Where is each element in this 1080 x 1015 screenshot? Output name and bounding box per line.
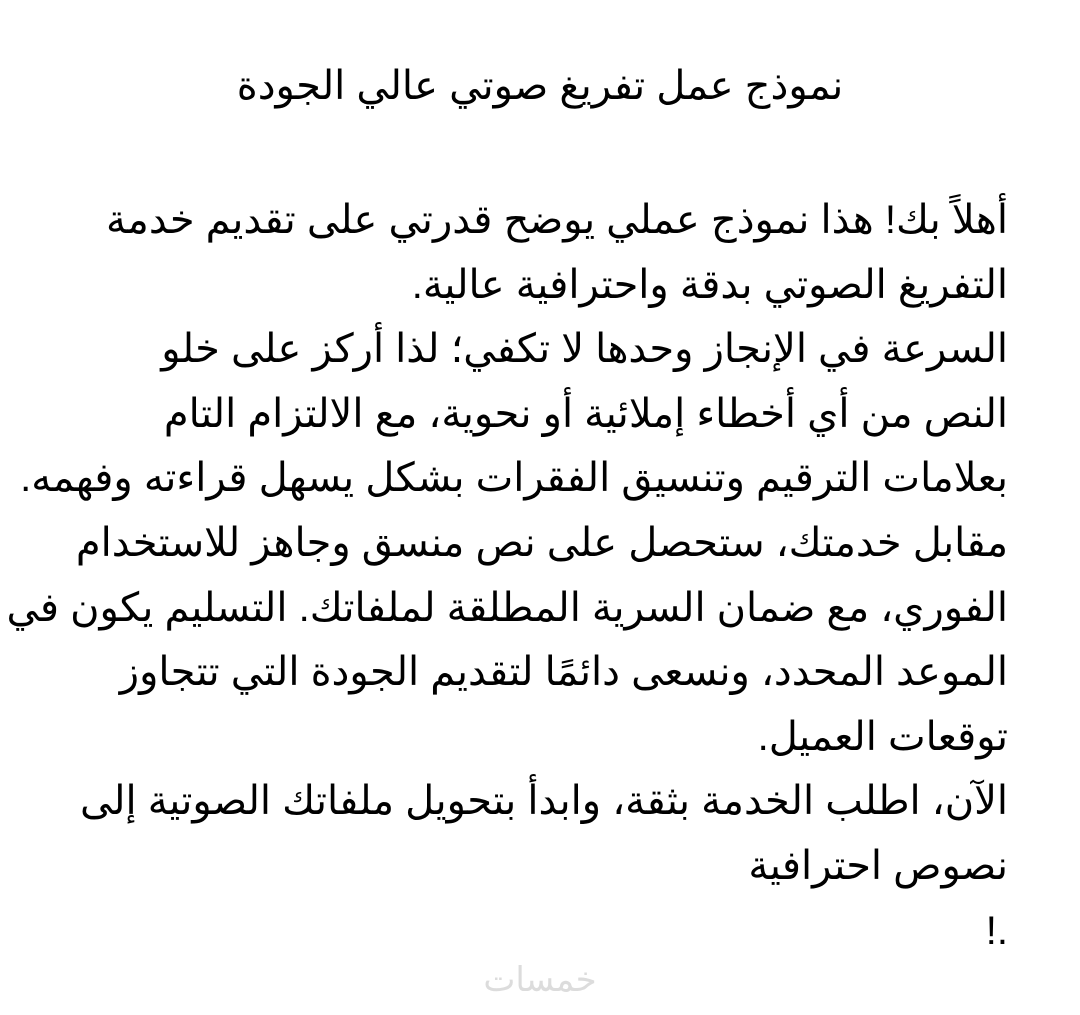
body-line: نصوص احترافية	[748, 843, 1008, 888]
body-line: !.	[985, 908, 1008, 953]
body-line: الموعد المحدد، ونسعى دائمًا لتقديم الجودة التي تتجاوز	[119, 650, 1008, 695]
document-title: نموذج عمل تفريغ صوتي عالي الجودة	[236, 64, 844, 108]
document-body	[6, 188, 1008, 963]
body-line: التفريغ الصوتي بدقة واحترافية عالية.	[411, 262, 1008, 307]
body-line: الفوري، مع ضمان السرية المطلقة لملفاتك. التسليم يكون في	[6, 585, 1008, 630]
body-line: السرعة في الإنجاز وحدها لا تكفي؛ لذا أركز على خلو	[161, 327, 1008, 372]
body-line: أهلاً بك! هذا نموذج عملي يوضح قدرتي على تقديم خدمة	[105, 198, 1008, 242]
watermark-logo: خمسات	[483, 961, 597, 999]
body-line: بعلامات الترقيم وتنسيق الفقرات بشكل يسهل قراءته وفهمه.	[20, 456, 1008, 501]
body-line: الآن، اطلب الخدمة بثقة، وابدأ بتحويل ملفاتك الصوتية إلى	[79, 779, 1008, 824]
body-line: النص من أي أخطاء إملائية أو نحوية، مع الالتزام التام	[163, 391, 1008, 436]
body-line: توقعات العميل.	[757, 714, 1008, 759]
body-line: مقابل خدمتك، ستحصل على نص منسق وجاهز للاستخدام	[75, 520, 1008, 565]
